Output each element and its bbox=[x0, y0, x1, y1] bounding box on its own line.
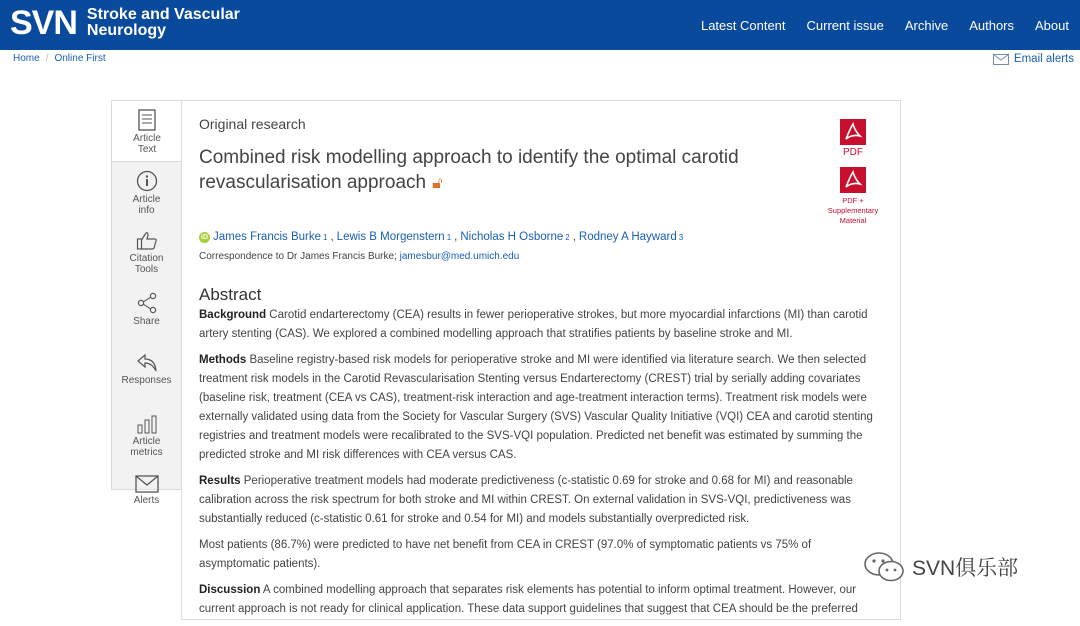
author-list: iD James Francis Burke 1 , Lewis B Morgenstern 1 , Nicholas H Osborne 2 , Rodney A Hayward 3 bbox=[201, 231, 684, 243]
breadcrumb bbox=[13, 53, 106, 64]
author-link[interactable]: James Francis Burke bbox=[213, 231, 322, 243]
article-type: Original research bbox=[199, 116, 306, 132]
thumbs-up-icon bbox=[136, 231, 158, 251]
logo-abbr: SVN bbox=[10, 4, 77, 42]
author-link[interactable]: Nicholas H Osborne bbox=[460, 231, 564, 243]
breadcrumb-current[interactable]: Online First bbox=[54, 53, 106, 64]
main-nav bbox=[698, 0, 1080, 50]
pdf-download-button[interactable] bbox=[813, 119, 893, 158]
nav-authors[interactable]: Authors bbox=[969, 17, 1015, 33]
watermark bbox=[862, 551, 1018, 583]
site-header bbox=[0, 0, 1080, 50]
tab-responses[interactable]: Responses bbox=[112, 345, 181, 406]
email-alerts-link[interactable] bbox=[993, 53, 1074, 65]
author-link[interactable]: Lewis B Morgenstern bbox=[336, 231, 445, 243]
open-access-icon: 🔓︎ bbox=[432, 175, 443, 192]
nav-about[interactable]: About bbox=[1035, 17, 1069, 33]
article-title: Combined risk modelling approach to identify the optimal carotid revascularisation approach 🔓︎ bbox=[199, 147, 739, 193]
tab-article-info[interactable]: Article info bbox=[112, 162, 181, 223]
tab-article-metrics[interactable]: Article metrics bbox=[112, 406, 181, 467]
breadcrumb-home[interactable]: Home bbox=[13, 53, 40, 64]
pdf-supplementary-button[interactable]: PDF + Supplementary Material bbox=[813, 167, 893, 226]
pdf-label: PDF bbox=[843, 147, 863, 158]
article-header bbox=[199, 116, 879, 196]
tab-citation-tools[interactable]: Citation Tools bbox=[112, 223, 181, 284]
info-icon bbox=[136, 170, 158, 192]
author-link[interactable]: Rodney A Hayward bbox=[578, 231, 677, 243]
abstract-background: Background Carotid endarterectomy (CEA) results in fewer perioperative strokes, but more myocardial infarctions (MI) than carotid artery stenting (CAS). We explored a combined modelling approach that stratifies patients by baseline stroke and MI. bbox=[199, 309, 868, 340]
abstract-heading: Abstract bbox=[199, 285, 262, 304]
bar-chart-icon bbox=[136, 414, 158, 434]
abstract-results-continued: Most patients (86.7%) were predicted to have net benefit from CEA in CREST (97.0% of symptomatic patients vs 75% of asymptomatic patients). bbox=[199, 539, 812, 570]
orcid-icon[interactable]: iD bbox=[201, 233, 208, 241]
tab-share[interactable]: Share bbox=[112, 284, 181, 345]
logo-name: Stroke and Vascular Neurology bbox=[86, 6, 240, 39]
nav-latest-content[interactable]: Latest Content bbox=[700, 17, 786, 33]
envelope-icon bbox=[135, 475, 159, 493]
correspondence: Correspondence to Dr James Francis Burke; jamesbur@med.umich.edu bbox=[199, 251, 520, 262]
watermark-text: SVN俱乐部 bbox=[912, 557, 1019, 580]
document-icon bbox=[138, 109, 156, 131]
envelope-icon bbox=[993, 54, 1009, 65]
tab-article-text[interactable]: Article Text bbox=[112, 101, 182, 162]
abstract-discussion: Discussion A combined modelling approach that separates risk elements has potential to inform optimal treatment. However, our current approach is not ready for clinical application. These data support guidelines that suggest that CEA should be the preferred bbox=[199, 584, 858, 615]
reply-icon bbox=[136, 353, 158, 373]
pdf-icon bbox=[840, 167, 866, 193]
email-alerts-label: Email alerts bbox=[1013, 53, 1074, 65]
article-sidebar-tabs bbox=[111, 100, 181, 506]
nav-archive[interactable]: Archive bbox=[904, 17, 949, 33]
tab-alerts[interactable]: Alerts bbox=[112, 467, 181, 528]
share-icon bbox=[136, 292, 158, 314]
wechat-icon bbox=[862, 551, 906, 583]
correspondence-email[interactable]: jamesbur@med.umich.edu bbox=[399, 251, 520, 262]
abstract-body bbox=[199, 306, 879, 626]
abstract-methods: Methods Baseline registry-based risk models for perioperative stroke and MI were identified via literature search. We then selected treatment risk models in the Carotid Revascularisation Stenting versus Endarterectomy (CREST) trial by serially adding covariates (baseline risk, treatment (CEA vs CAS), treatment-risk interaction and age-treatment interaction terms). Treatment risk models were externally validated using data from the Society for Vascular Surgery (SVS) Vascular Quality Initiative (VQI) CEA and carotid stenting registries and treatment models were recalibrated to the SVS-VQI population. Predicted net benefit was estimated by summing the predicted stroke and MI risk differences with CEA versus CAS. bbox=[199, 354, 873, 461]
breadcrumb-separator: / bbox=[45, 53, 49, 64]
pdf-icon bbox=[840, 119, 866, 145]
abstract-results: Results Perioperative treatment models had moderate predictiveness (c-statistic 0.69 for stroke and 0.68 for MI) and reasonable calibration across the risk spectrum for both stroke and MI within CREST. On external validation in SVS-VQI, predictiveness was substantially reduced (c-statistic 0.61 for stroke and 0.54 for MI) and models substantially overpredicted risk. bbox=[199, 475, 853, 525]
journal-logo[interactable] bbox=[10, 4, 240, 42]
nav-current-issue[interactable]: Current issue bbox=[806, 17, 884, 33]
